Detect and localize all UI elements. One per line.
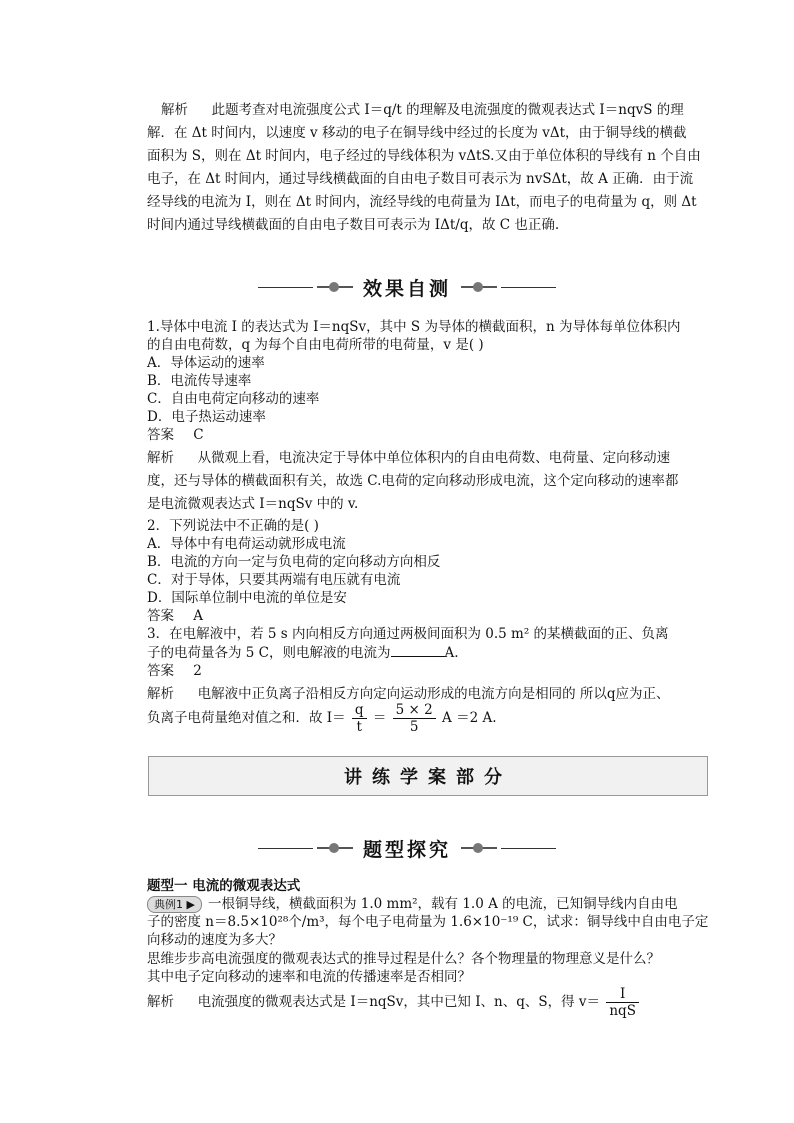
section-heading-topic-explore	[258, 835, 556, 861]
answer	[147, 607, 203, 625]
answer-label: 答案	[147, 663, 174, 679]
analysis-label: 解析	[147, 994, 174, 1010]
section-title: 效果自测	[363, 277, 452, 300]
option-b: B．电流的方向一定与负电荷的定向移动方向相反	[147, 554, 441, 570]
ornament-icon	[461, 843, 497, 853]
answer-blank	[391, 644, 445, 657]
section-heading-self-test	[258, 274, 556, 300]
intro-line-2: 解．在 Δt 时间内，以速度 v 移动的电子在铜导线中经过的长度为 vΔt，由于铜导线的横截	[147, 125, 687, 141]
topic-heading: 题型一 电流的微观表达式	[147, 878, 301, 894]
answer	[147, 426, 204, 444]
analysis-label: 解析	[147, 450, 174, 466]
analysis-label: 解析	[161, 102, 188, 118]
answer-value: 2	[193, 663, 202, 679]
intro-line-1: 解析 此题考查对电流强度公式 I＝q/t 的理解及电流强度的微观表达式 I＝nqvS 的理	[161, 102, 684, 118]
option-b: B．电流传导速率	[147, 373, 252, 389]
intro-line-5: 经导线的电流为 I，则在 Δt 时间内，流经导线的电荷量为 IΔt，而电子的电荷量为 q，则 Δt	[147, 194, 697, 210]
question-stem: 子的电荷量各为 5 C，则电解液的电流为 A.	[147, 645, 459, 661]
option-a: A．导体运动的速率	[147, 355, 265, 371]
fraction: $\frac{5 \times 2}{5}$	[393, 702, 436, 735]
intro-line-4: 电子，在 Δt 时间内，通过导线横截面的自由电子数目可表示为 nvSΔt，故 A 正确．由于流	[147, 171, 694, 187]
answer-value: A	[193, 608, 204, 624]
question-stem: 的自由电荷数，q 为每个自由电荷所带的电荷量，v 是( )	[147, 337, 484, 353]
analysis-formula: 负离子电荷量绝对值之和．故 I＝ $\frac{q}{t}$ ＝ $\frac{5 \times 2}{5}$ A ＝2 A.	[147, 702, 497, 735]
analysis: 解析 电流强度的微观表达式是 I＝nqSv，其中已知 I、n、q、S，得 v＝ $\frac{I}{\text{nqS}}$	[147, 986, 641, 1019]
divider	[501, 848, 556, 849]
divider	[258, 848, 313, 849]
thinking-line: 思维步步高电流强度的微观表达式的推导过程是什么？各个物理量的物理意义是什么？	[147, 951, 660, 967]
analysis-line: 度，还与导体的横截面积有关，故选 C.电荷的定向移动形成电流，这个定向移动的速率都	[147, 473, 679, 489]
intro-line-3: 面积为 S，则在 Δt 时间内，电子经过的导线体积为 vΔtS.又由于单位体积的导线有 n 个自由	[147, 148, 701, 164]
ornament-icon	[317, 843, 353, 853]
divider	[258, 287, 313, 288]
thinking-line: 其中电子定向移动的速率和电流的传播速率是否相同？	[147, 969, 471, 985]
fraction: $\frac{I}{\text{nqS}}$	[606, 986, 639, 1019]
answer	[147, 662, 202, 680]
ornament-icon	[461, 282, 497, 292]
option-c: C．自由电荷定向移动的速率	[147, 391, 320, 407]
answer-value: C	[193, 427, 204, 443]
option-c: C．对于导体，只要其两端有电压就有电流	[147, 572, 401, 588]
option-d: D．电子热运动速率	[147, 409, 266, 425]
part-banner: 讲练学案部分	[148, 756, 708, 796]
example-stem-line: 子的密度 n＝8.5×10²⁸个/m³，每个电子电荷量为 1.6×10⁻¹⁹ C，试求：铜导线中自由电子定	[147, 914, 709, 930]
question-stem: 1.导体中电流 I 的表达式为 I＝nqSv，其中 S 为导体的横截面积，n 为导体每单位体积内	[147, 319, 681, 335]
example-tag: 典例1 ▶	[147, 896, 202, 913]
fraction: $\frac{q}{t}$	[352, 702, 367, 735]
answer-label: 答案	[147, 608, 174, 624]
example-stem-line: 向移动的速度为多大？	[147, 932, 282, 948]
answer-label: 答案	[147, 427, 174, 443]
option-d: D．国际单位制中电流的单位是安	[147, 590, 347, 606]
analysis: 解析 从微观上看，电流决定于导体中单位体积内的自由电荷数、电荷量、定向移动速	[147, 450, 671, 466]
intro-line-6: 时间内通过导线横截面的自由电子数目可表示为 IΔt/q，故 C 也正确.	[147, 217, 560, 233]
analysis: 解析 电解液中正负离子沿相反方向定向运动形成的电流方向是相同的 所以q应为正、	[147, 686, 670, 702]
ornament-icon	[317, 282, 353, 292]
section-title: 题型探究	[363, 838, 452, 861]
analysis-label: 解析	[147, 686, 174, 702]
option-a: A．导体中有电荷运动就形成电流	[147, 536, 346, 552]
question-stem: 2．下列说法中不正确的是( )	[147, 518, 319, 534]
divider	[501, 287, 556, 288]
analysis-line: 是电流微观表达式 I＝nqSv 中的 v.	[147, 496, 359, 512]
example-stem: 典例1 ▶ 一根铜导线，横截面积为 1.0 mm²，载有 1.0 A 的电流，已知铜导线内自由电	[147, 895, 678, 913]
question-stem: 3．在电解液中，若 5 s 内向相反方向通过两极间面积为 0.5 m² 的某横截面的正、负离	[147, 626, 669, 642]
